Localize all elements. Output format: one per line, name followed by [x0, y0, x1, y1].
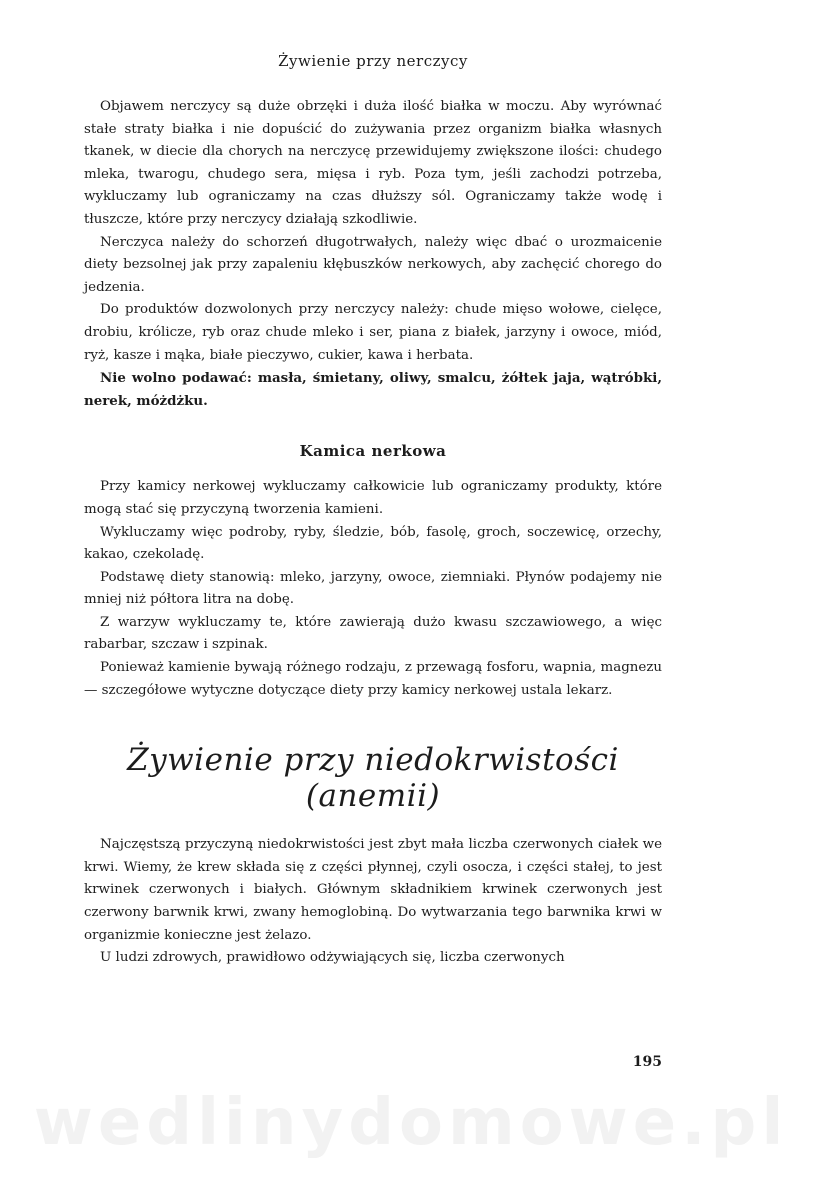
- paragraph: Objawem nerczycy są duże obrzęki i duża ilość białka w moczu. Aby wyrównać stałe straty białka i nie dopuścić do zużywania przez organizm białka własnych tkanek, w diecie dla chorych na nerczycę przewidujemy zwiększone ilości: chudego mleka, twarogu, chudego sera, mięsa i ryb. Poza tym, jeśli zachodzi potrzeba, wykluczamy lub ograniczamy na czas dłuższy sól. Ograniczamy także wodę i tłuszcze, które przy nerczycy działają szkodliwie.: [84, 99, 662, 227]
- book-page: [84, 52, 662, 970]
- paragraph: Do produktów dozwolonych przy nerczycy należy: chude mięso wołowe, cielęce, drobiu, królicze, ryb oraz chude mleko i ser, piana z białek, jarzyny i owoce, miód, ryż, kasze i mąka, białe pieczywo, cukier, kawa i herbata.: [84, 302, 662, 363]
- paragraph: Podstawę diety stanowią: mleko, jarzyny, owoce, ziemniaki. Płynów podajemy nie mniej niż półtora litra na dobę.: [84, 569, 662, 608]
- paragraph: Ponieważ kamienie bywają różnego rodzaju, z przewagą fosforu, wapnia, magnezu — szczegółowe wytyczne dotyczące diety przy kamicy nerkowej ustala lekarz.: [84, 660, 662, 698]
- paragraph: Przy kamicy nerkowej wykluczamy całkowicie lub ograniczamy produkty, które mogą stać się przyczyną tworzenia kamieni.: [84, 479, 662, 517]
- paragraph: Wykluczamy więc podroby, ryby, śledzie, bób, fasolę, groch, soczewicę, orzechy, kakao, czekoladę.: [84, 524, 662, 563]
- paragraph: Nie wolno podawać: masła, śmietany, oliwy, smalcu, żółtek jaja, wątróbki, nerek, móżdżku.: [84, 370, 662, 409]
- paragraph: Z warzyw wykluczamy te, które zawierają dużo kwasu szczawiowego, a więc rabarbar, szczaw i szpinak.: [84, 614, 662, 653]
- paragraph: U ludzi zdrowych, prawidłowo odżywiających się, liczba czerwonych: [100, 950, 565, 966]
- paragraph: Najczęstszą przyczyną niedokrwistości jest zbyt mała liczba czerwonych ciałek we krwi. Wiemy, że krew składa się z części płynnej, czyli osocza, i części stałej, to jest krwinek czerwonych i białych. Głównym składnikiem krwinek czerwonych jest czerwony barwnik krwi, zwany hemoglobiną. Do wytwarzania tego barwnika krwi w organizmie konieczne jest żelazo.: [84, 837, 662, 943]
- section-title-kidney-stones: Kamica nerkowa: [299, 442, 447, 461]
- chapter-title-anemia: Żywienie przy niedokrwistości (anemii): [127, 742, 619, 815]
- paragraph: Nerczyca należy do schorzeń długotrwałych, należy więc dbać o urozmaicenie diety bezsolnej jak przy zapaleniu kłębuszków nerkowych, aby zachęcić chorego do jedzenia.: [84, 234, 662, 295]
- section-title-nephrosis: Żywienie przy nerczycy: [278, 52, 468, 70]
- page-number: 195: [632, 1054, 662, 1070]
- watermark: wedlinydomowe.pl: [33, 1086, 789, 1160]
